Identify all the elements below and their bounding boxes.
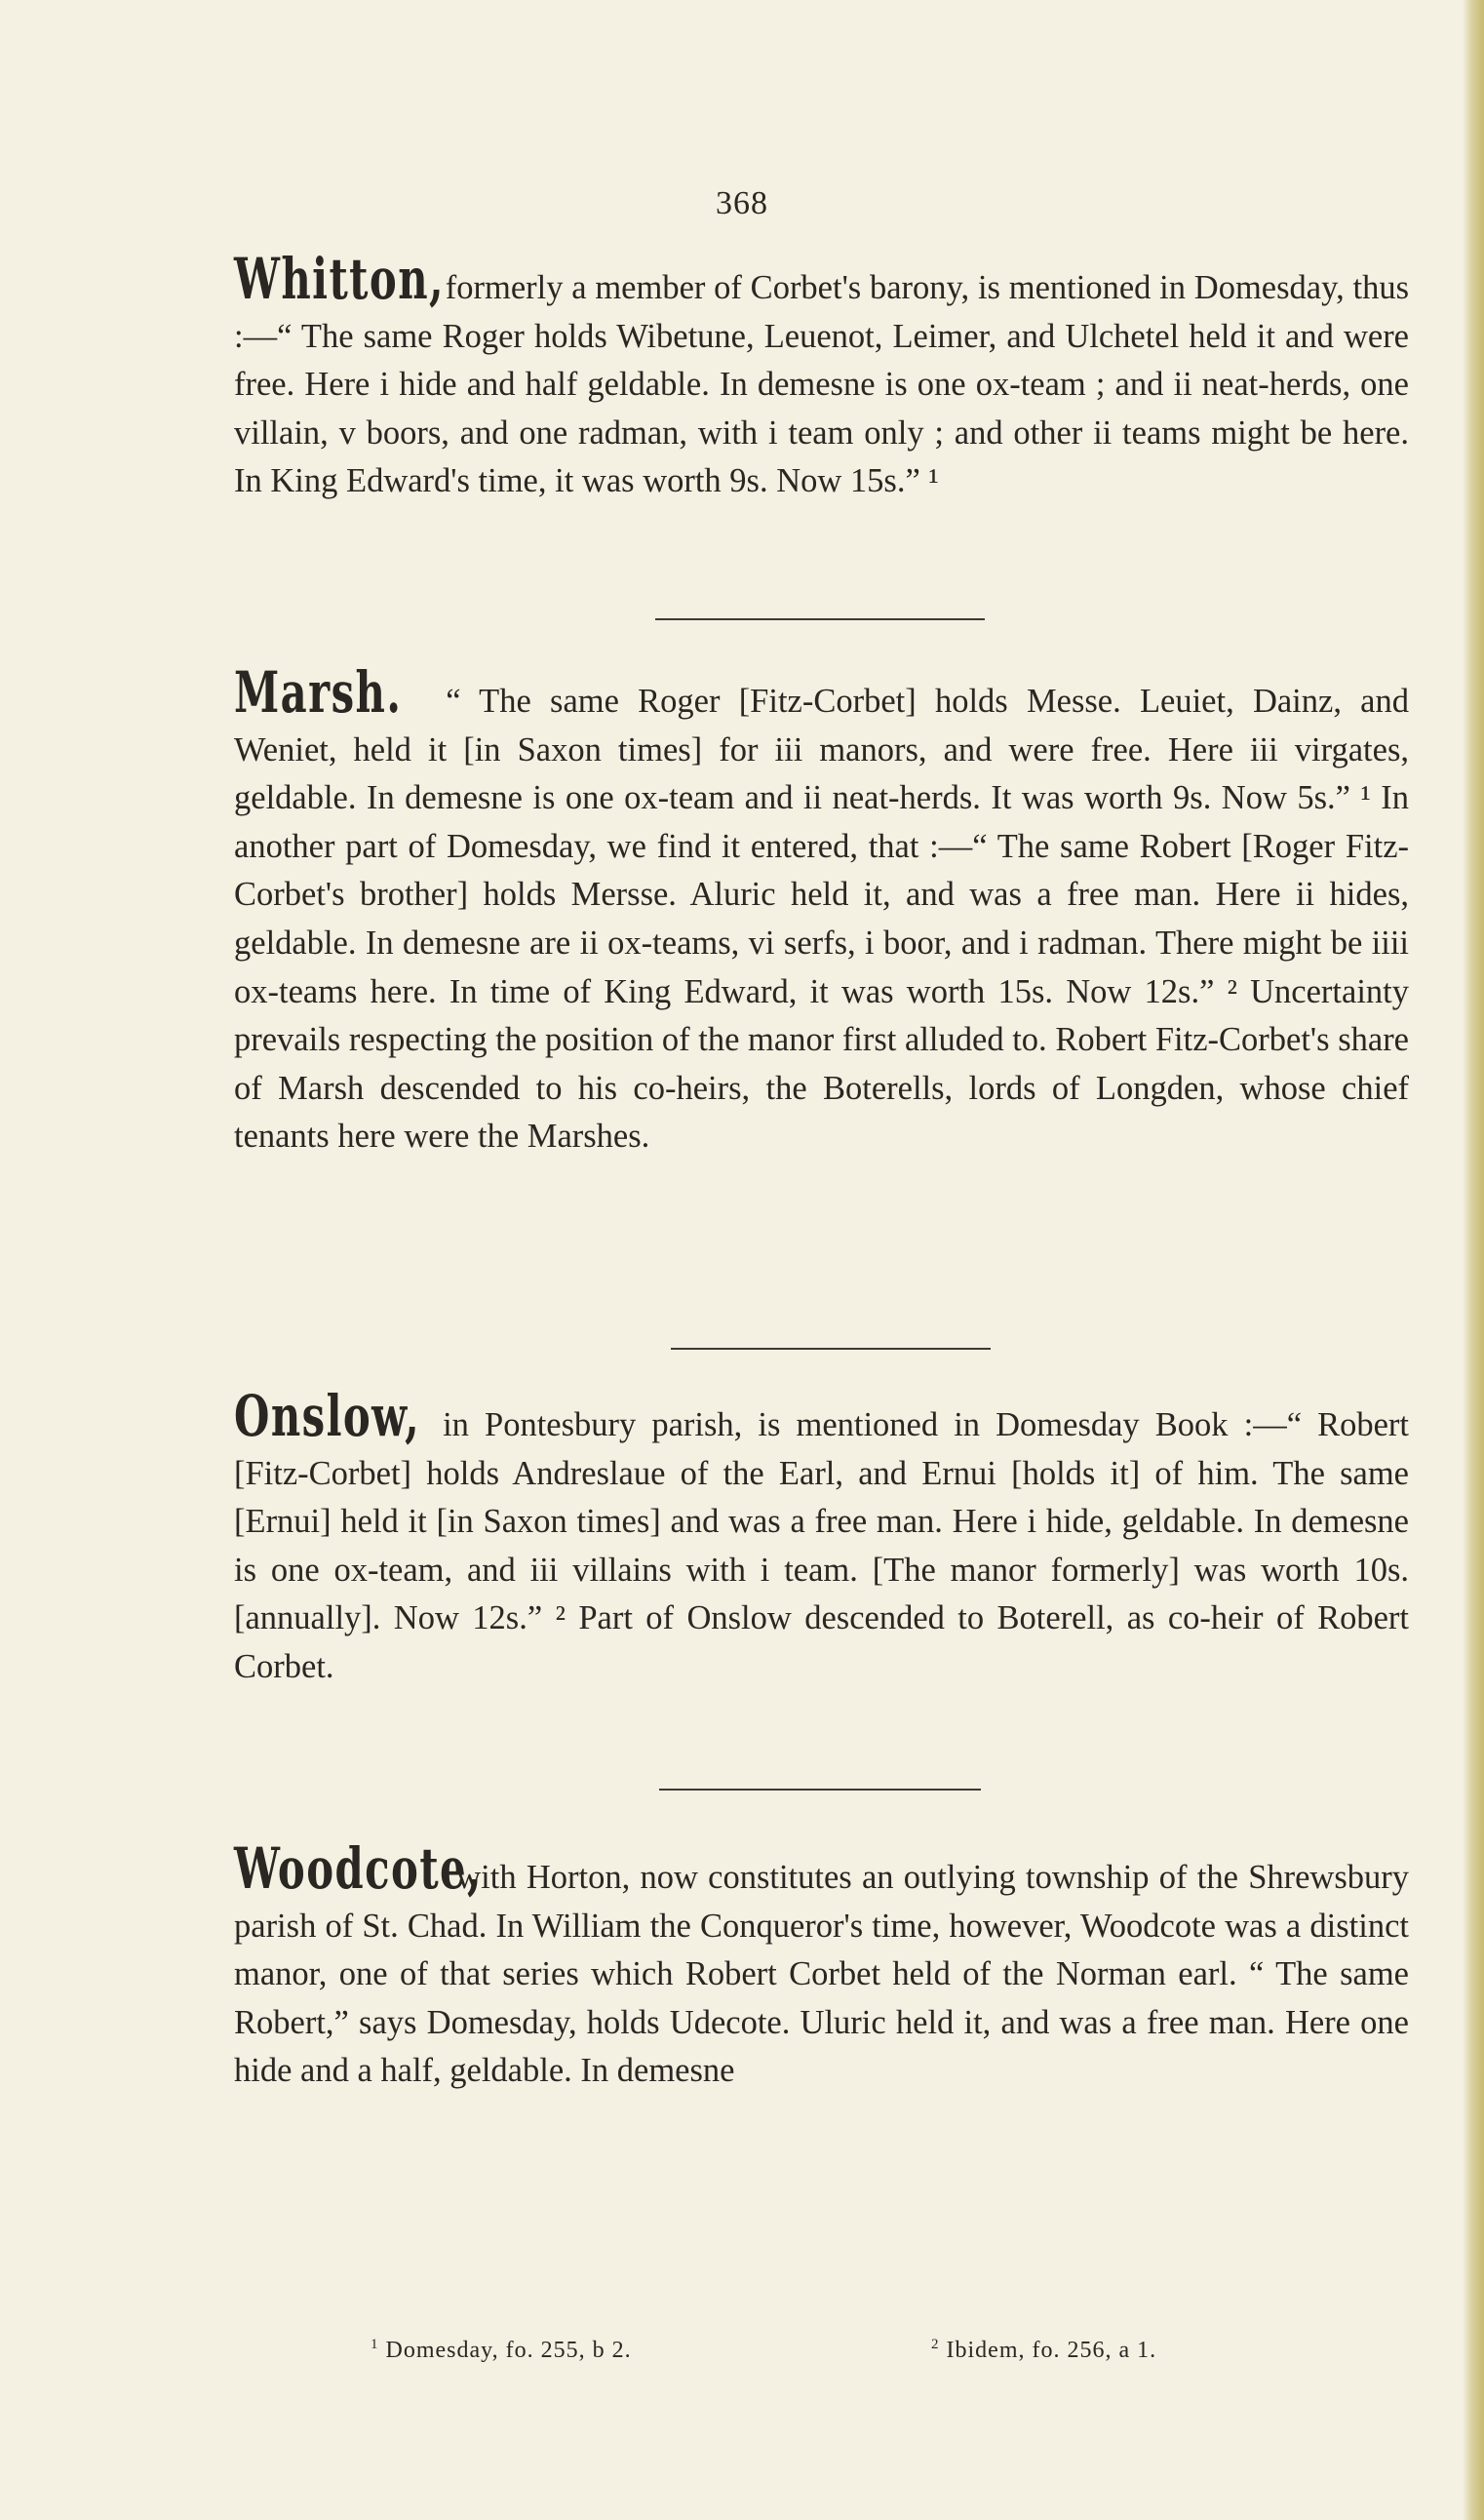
- section-text: in Pontesbury parish, is mentioned in Domesday Book :—“ Robert [Fitz-Corbet] holds Andreslaue of the Earl, and Ernui [holds it] of him. The same [Ernui] held it [in Saxon times] and was a free man. Here i hide, geldable. In demesne is one ox-team, and iii villains with i team. [The manor formerly] was worth 10s. [annually]. Now 12s.” ² Part of Onslow descended to Boterell, as co-heir of Robert Corbet.: [234, 1406, 1410, 1685]
- section-title: Whitton,: [234, 246, 445, 312]
- section-title: Marsh.: [234, 659, 403, 726]
- section-text: formerly a member of Corbet's barony, is mentioned in Domesday, thus :—“ The same Roger holds Wibetune, Leuenot, Leimer, and Ulchetel held it and were free. Here i hide and half geldable. In demesne is one ox-team ; and ii neat-herds, one villain, v boors, and one radman, with i team only ; and other ii teams might be here. In King Edward's time, it was worth 9s. Now 15s.” ¹: [234, 269, 1410, 500]
- footnote-text: Domesday, fo. 255, b 2.: [385, 2338, 632, 2363]
- section-title: Woodcote,: [234, 1835, 484, 1902]
- footnote-2: [931, 2337, 1156, 2364]
- page-edge: [1463, 0, 1484, 2520]
- section-marsh: [234, 659, 1409, 1162]
- section-text: with Horton, now constitutes an outlying township of the Shrewsbury parish of St. Chad. In William the Conqueror's time, however, Woodcote was a distinct manor, one of that series which Robert Corbet held of the Norman earl. “ The same Robert,” says Domesday, holds Udecote. Uluric held it, and was a free man. Here one hide and a half, geldable. In demesne: [234, 1859, 1410, 2090]
- section-onslow: [234, 1383, 1410, 1692]
- page-number: 368: [716, 185, 768, 221]
- footnote-text: Ibidem, fo. 256, a 1.: [946, 2338, 1157, 2363]
- section-title: Onslow,: [234, 1383, 421, 1449]
- section-whitton: [234, 246, 1410, 506]
- section-woodcote: [234, 1835, 1410, 2096]
- footnote-mark: 2: [931, 2337, 940, 2352]
- section-divider: [671, 1348, 991, 1350]
- section-divider: [655, 618, 985, 620]
- footnote-1: [371, 2337, 632, 2364]
- section-text: “ The same Roger [Fitz-Corbet] holds Messe. Leuiet, Dainz, and Weniet, held it [in Saxon times] for iii manors, and were free. Here iii virgates, geldable. In demesne is one ox-team and ii neat-herds. It was worth 9s. Now 5s.” ¹ In another part of Domesday, we find it entered, that :—“ The same Robert [Roger Fitz-Corbet's brother] holds Mersse. Aluric held it, and was a free man. Here ii hides, geldable. In demesne are ii ox-teams, vi serfs, i boor, and i radman. There might be iiii ox-teams here. In time of King Edward, it was worth 15s. Now 12s.” ² Uncertainty prevails respecting the position of the manor first alluded to. Robert Fitz-Corbet's share of Marsh descended to his co-heirs, the Boterells, lords of Longden, whose chief tenants here were the Marshes.: [234, 683, 1409, 1156]
- section-divider: [659, 1789, 981, 1791]
- footnote-mark: 1: [371, 2337, 379, 2352]
